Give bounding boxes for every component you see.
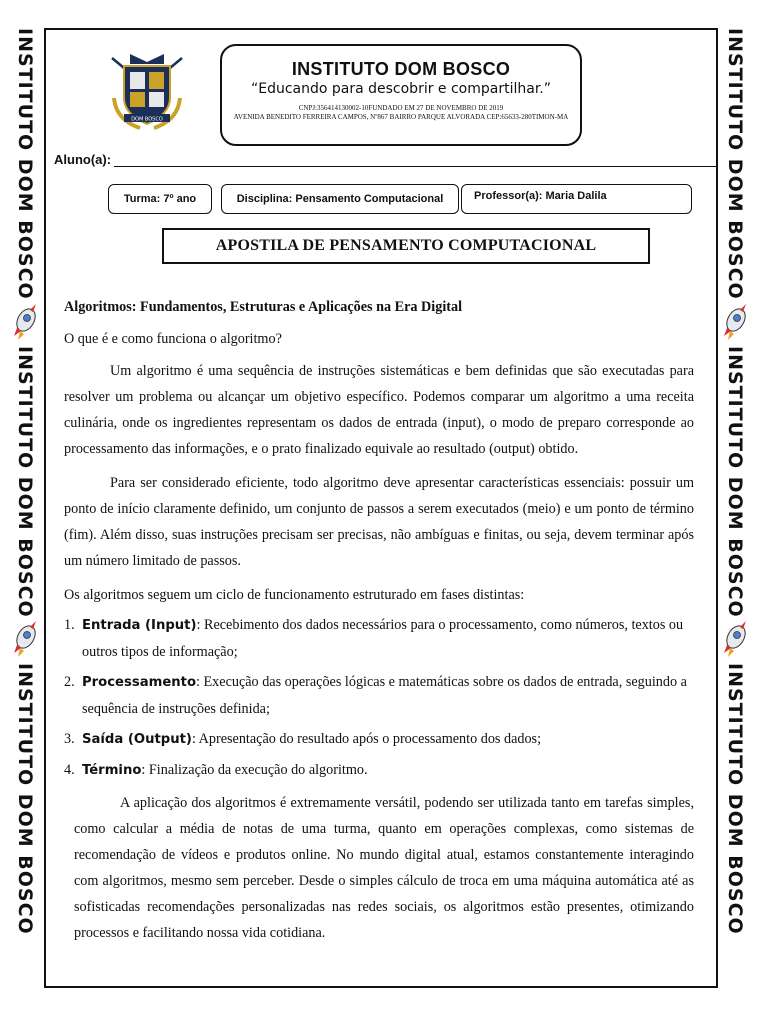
- rocket-mascot-icon: [10, 300, 40, 346]
- steps-list: [64, 612, 694, 784]
- document-title: APOSTILA DE PENSAMENTO COMPUTACIONAL: [162, 228, 650, 264]
- list-item: 2. Processamento: Execução das operações lógicas e matemáticas sobre os dados de entrada, seguindo a sequência de instruções definida;: [64, 674, 687, 717]
- student-name-field[interactable]: [54, 152, 716, 167]
- list-item: 4. Término: Finalização da execução do algoritmo.: [64, 762, 368, 778]
- institution-motto: “Educando para descobrir e compartilhar.”: [250, 81, 552, 97]
- student-name-line[interactable]: [114, 153, 716, 167]
- school-crest-logo: [104, 48, 190, 136]
- subject-field: Disciplina: Pensamento Computacional: [221, 184, 459, 214]
- rocket-mascot-icon: [720, 300, 750, 346]
- class-field: Turma: 7º ano: [108, 184, 212, 214]
- cycle-intro: Os algoritmos seguem um ciclo de funcionamento estruturado em fases distintas:: [64, 587, 525, 603]
- logo-caption: DOM BOSCO: [131, 116, 163, 123]
- list-item: 3. Saída (Output): Apresentação do resultado após o processamento dos dados;: [64, 731, 542, 747]
- paragraph: A aplicação dos algoritmos é extremamente versátil, podendo ser utilizada tanto em tarefas simples, como calcular a média de notas de uma turma, quanto em operações complexas, como sistemas de recomendação de vídeos e produtos online. No mundo digital atual, estamos constantemente interagindo com algoritmos, mesmo sem perceber. Desde o simples cálculo de troca em uma máquina automática até as sofisticadas recomendações personalizadas nas redes sociais, os algoritmos estão presentes, otimizando processos e facilitando nossa vida cotidiana.: [74, 795, 694, 941]
- side-text: INSTITUTO DOM BOSCO: [14, 663, 36, 936]
- side-text: INSTITUTO DOM BOSCO: [724, 345, 746, 618]
- institution-name: INSTITUTO DOM BOSCO: [291, 59, 511, 79]
- list-item: 1. Entrada (Input): Recebimento dos dados necessários para o processamento, como números, textos ou outros tipos de informação;: [64, 617, 684, 660]
- paragraph: Para ser considerado eficiente, todo algoritmo deve apresentar características essenciais: possuir um ponto de início claramente definido, um conjunto de passos a serem executados (meio) e um ponto de término (fim). Além disso, suas instruções precisam ser precisas, não ambíguas e finitas, ou seja, devem terminar após um número limitado de passos.: [64, 475, 694, 569]
- side-text: INSTITUTO DOM BOSCO: [14, 28, 36, 300]
- rocket-mascot-icon: [720, 617, 750, 663]
- left-side-band: [10, 28, 40, 988]
- institution-info-line: CNPJ:356414130002-10FUNDADO EM 27 DE NOVEMBRO DE 2019: [298, 104, 504, 112]
- institution-info: [222, 104, 580, 121]
- institution-header: [220, 44, 582, 146]
- institution-info-line: AVENIDA BENEDITO FERREIRA CAMPOS, Nº867 BAIRRO PARQUE ALVORADA CEP:65633-280TIMON-MA: [233, 112, 569, 121]
- paragraph: Um algoritmo é uma sequência de instruções sistemáticas e bem definidas que são executadas para resolver um problema ou alcançar um objetivo específico. Podemos comparar um algoritmo a uma receita culinária, onde os ingredientes representam os dados de entrada (input), o modo de preparo corresponde ao processamento das informações, e o prato finalizado equivale ao resultado (output) obtido.: [64, 363, 694, 457]
- side-text: INSTITUTO DOM BOSCO: [14, 345, 36, 618]
- section-heading: Algoritmos: Fundamentos, Estruturas e Aplicações na Era Digital: [64, 299, 463, 315]
- right-side-band: [720, 28, 750, 988]
- teacher-field: Professor(a): Maria Dalila: [461, 184, 692, 214]
- section-question: O que é e como funciona o algoritmo?: [64, 331, 282, 347]
- side-text: INSTITUTO DOM BOSCO: [724, 663, 746, 936]
- side-text: INSTITUTO DOM BOSCO: [724, 28, 746, 300]
- document-body: [64, 292, 694, 946]
- student-label: Aluno(a):: [54, 152, 112, 167]
- rocket-mascot-icon: [10, 617, 40, 663]
